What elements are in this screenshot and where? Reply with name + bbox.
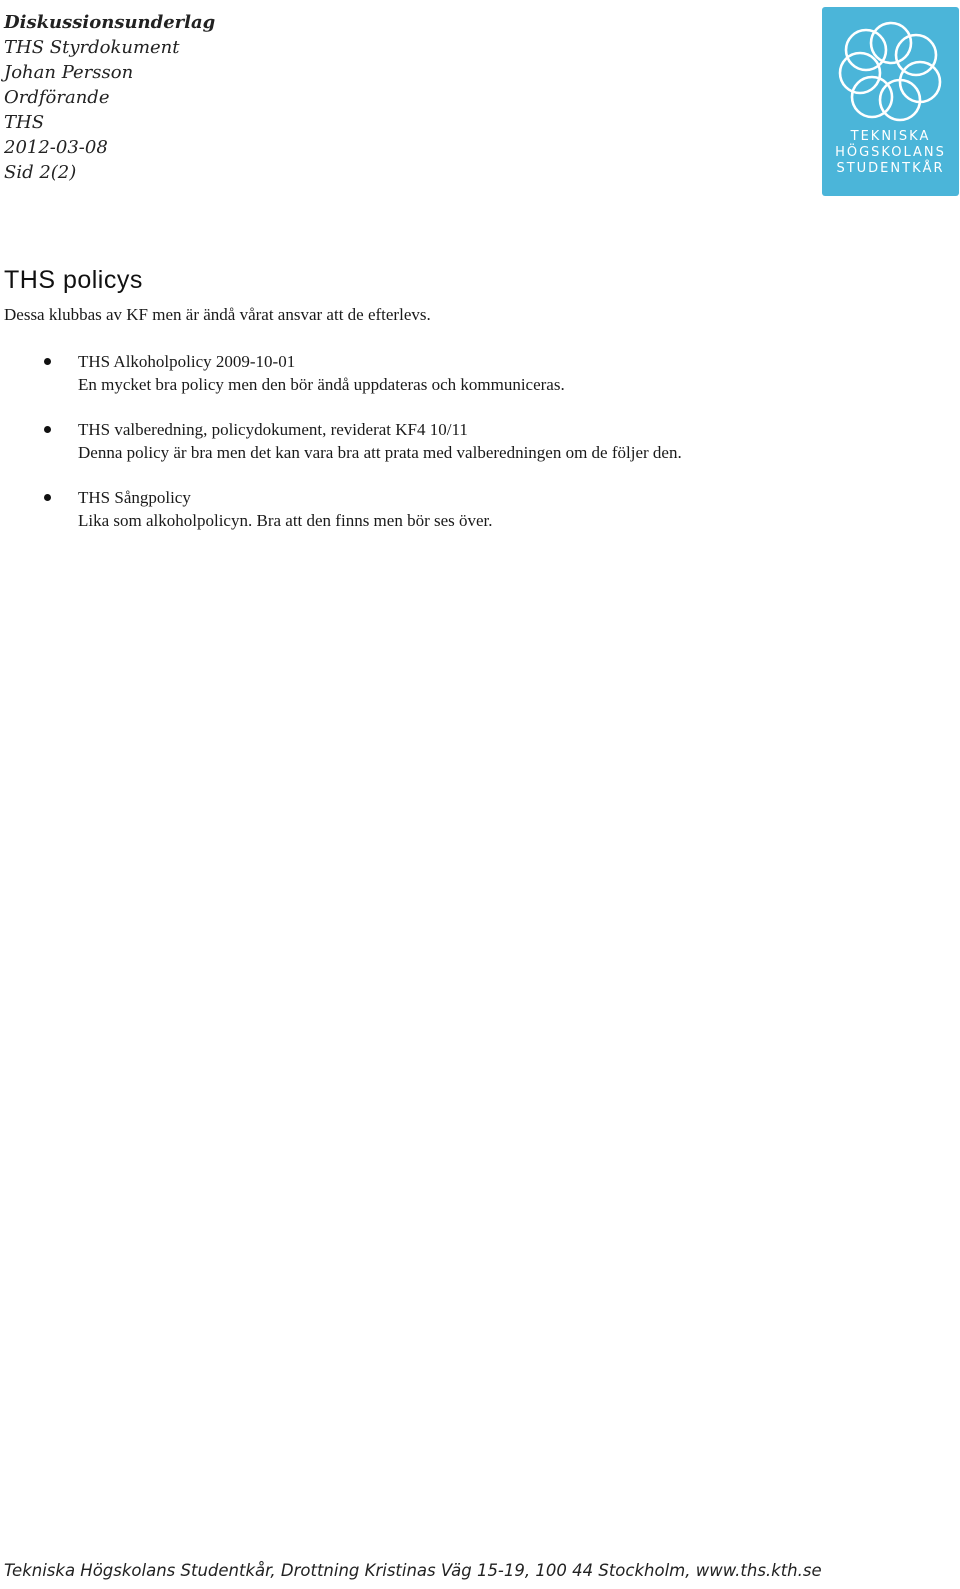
logo-line-1: TEKNISKA (850, 129, 931, 144)
logo-wordmark (822, 129, 959, 177)
author-name: Johan Persson (4, 62, 134, 83)
document-type: Diskussionsunderlag (4, 12, 216, 33)
document-date: 2012-03-08 (4, 137, 108, 158)
page-footer: Tekniska Högskolans Studentkår, Drottning Kristinas Väg 15-19, 100 44 Stockholm, www.ths.kth.se (4, 1561, 822, 1580)
policy-name: THS Sångpolicy (78, 488, 191, 507)
list-item (0, 486, 682, 532)
policy-comment: En mycket bra policy men den bör ändå uppdateras och kommuniceras. (78, 375, 565, 394)
intro-paragraph: Dessa klubbas av KF men är ändå vårat ansvar att de efterlevs. (4, 305, 431, 324)
interlocking-rings-icon (836, 17, 946, 122)
list-item (0, 418, 682, 464)
bullet-icon (44, 426, 51, 433)
document-header (4, 10, 215, 185)
organization: THS (4, 112, 45, 133)
ths-logo (822, 7, 959, 196)
policy-comment: Denna policy är bra men det kan vara bra att prata med valberedningen om de följer den. (78, 443, 682, 462)
bullet-icon (44, 358, 51, 365)
document-category: THS Styrdokument (4, 37, 180, 58)
page-number: Sid 2(2) (4, 162, 77, 183)
policy-list (0, 350, 682, 554)
logo-line-2: HÖGSKOLANS (835, 145, 946, 160)
policy-comment: Lika som alkoholpolicyn. Bra att den finns men bör ses över. (78, 511, 493, 530)
policy-name: THS valberedning, policydokument, reviderat KF4 10/11 (78, 420, 468, 439)
section-title: THS policys (4, 266, 143, 294)
policy-name: THS Alkoholpolicy 2009-10-01 (78, 352, 296, 371)
bullet-icon (44, 494, 51, 501)
list-item (0, 350, 682, 396)
author-role: Ordförande (4, 87, 110, 108)
logo-line-3: STUDENTKÅR (836, 161, 945, 176)
